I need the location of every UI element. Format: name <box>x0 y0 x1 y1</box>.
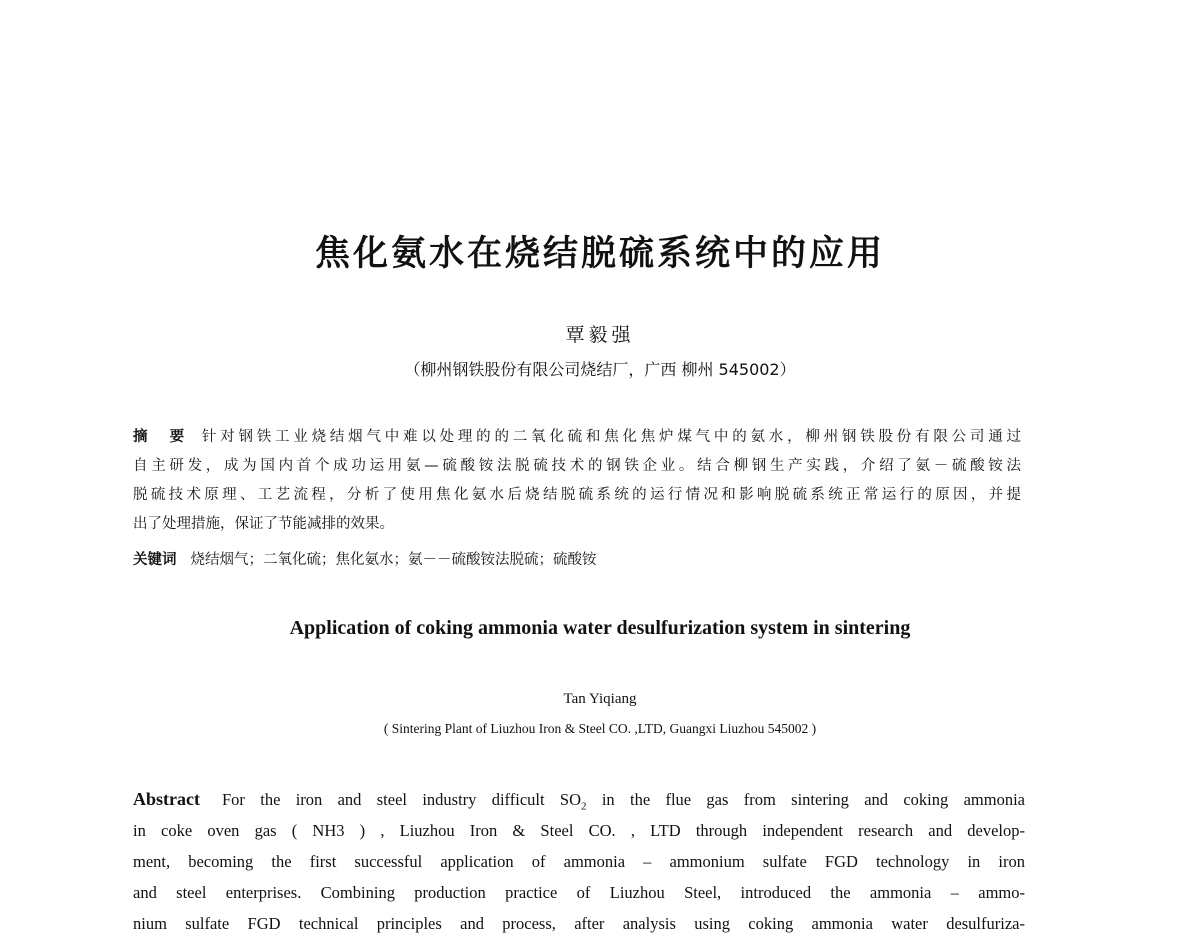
abstract-line: ment, becoming the first successful application of ammonia – ammonium sulfate FGD technology in iron <box>133 852 1025 871</box>
abstract-line <box>133 784 1025 815</box>
paper-title-chinese: 焦化氨水在烧结脱硫系统中的应用 <box>314 234 885 274</box>
abstract-english <box>133 784 1025 939</box>
abstract-line: nium sulfate FGD technical principles and process, after analysis using coking ammonia water desulfuriza- <box>133 914 1025 933</box>
abstract-label: 摘 要 <box>133 429 188 445</box>
abstract-text: 针对钢铁工业烧结烟气中难以处理的的二氧化硫和焦化焦炉煤气中的氨水，柳州钢铁股份有限公司通过 <box>201 429 1022 445</box>
author-chinese: 覃毅强 <box>565 324 635 346</box>
abstract-label: Abstract <box>133 789 200 809</box>
affiliation-english: ( Sintering Plant of Liuzhou Iron & Steel CO. ,LTD, Guangxi Liuzhou 545002 ) <box>383 721 817 736</box>
abstract-line: 出了处理措施，保证了节能减排的效果。 <box>133 516 394 532</box>
keywords-label: 关键词 <box>133 552 177 568</box>
abstract-line: 脱硫技术原理、工艺流程，分析了使用焦化氨水后烧结脱硫系统的运行情况和影响脱硫系统正常运行的原因，并提 <box>133 487 1021 503</box>
abstract-line <box>133 423 1021 452</box>
abstract-line: in coke oven gas ( NH3 ) , Liuzhou Iron & Steel CO. , LTD through independent research and develop- <box>133 821 1025 840</box>
subscript: 2 <box>581 800 587 813</box>
paper-title-english: Application of coking ammonia water desulfurization system in sintering <box>289 617 911 639</box>
abstract-line: 自主研发，成为国内首个成功运用氨—硫酸铵法脱硫技术的钢铁企业。结合柳钢生产实践，介绍了氨－硫酸铵法 <box>133 458 1021 474</box>
abstract-chinese <box>133 423 1021 539</box>
affiliation-chinese: （柳州钢铁股份有限公司烧结厂，广西 柳州 545002） <box>404 360 796 379</box>
keywords-chinese <box>133 546 597 575</box>
abstract-text: in the flue gas from sintering and coking ammonia <box>586 790 1025 809</box>
author-english: Tan Yiqiang <box>563 691 637 707</box>
keywords-text: 烧结烟气；二氧化硫；焦化氨水；氨－－硫酸铵法脱硫；硫酸铵 <box>190 552 597 568</box>
abstract-line: and steel enterprises. Combining production practice of Liuzhou Steel, introduced the ammonia – ammo- <box>133 883 1025 902</box>
abstract-text: For the iron and steel industry difficult SO <box>221 790 581 809</box>
